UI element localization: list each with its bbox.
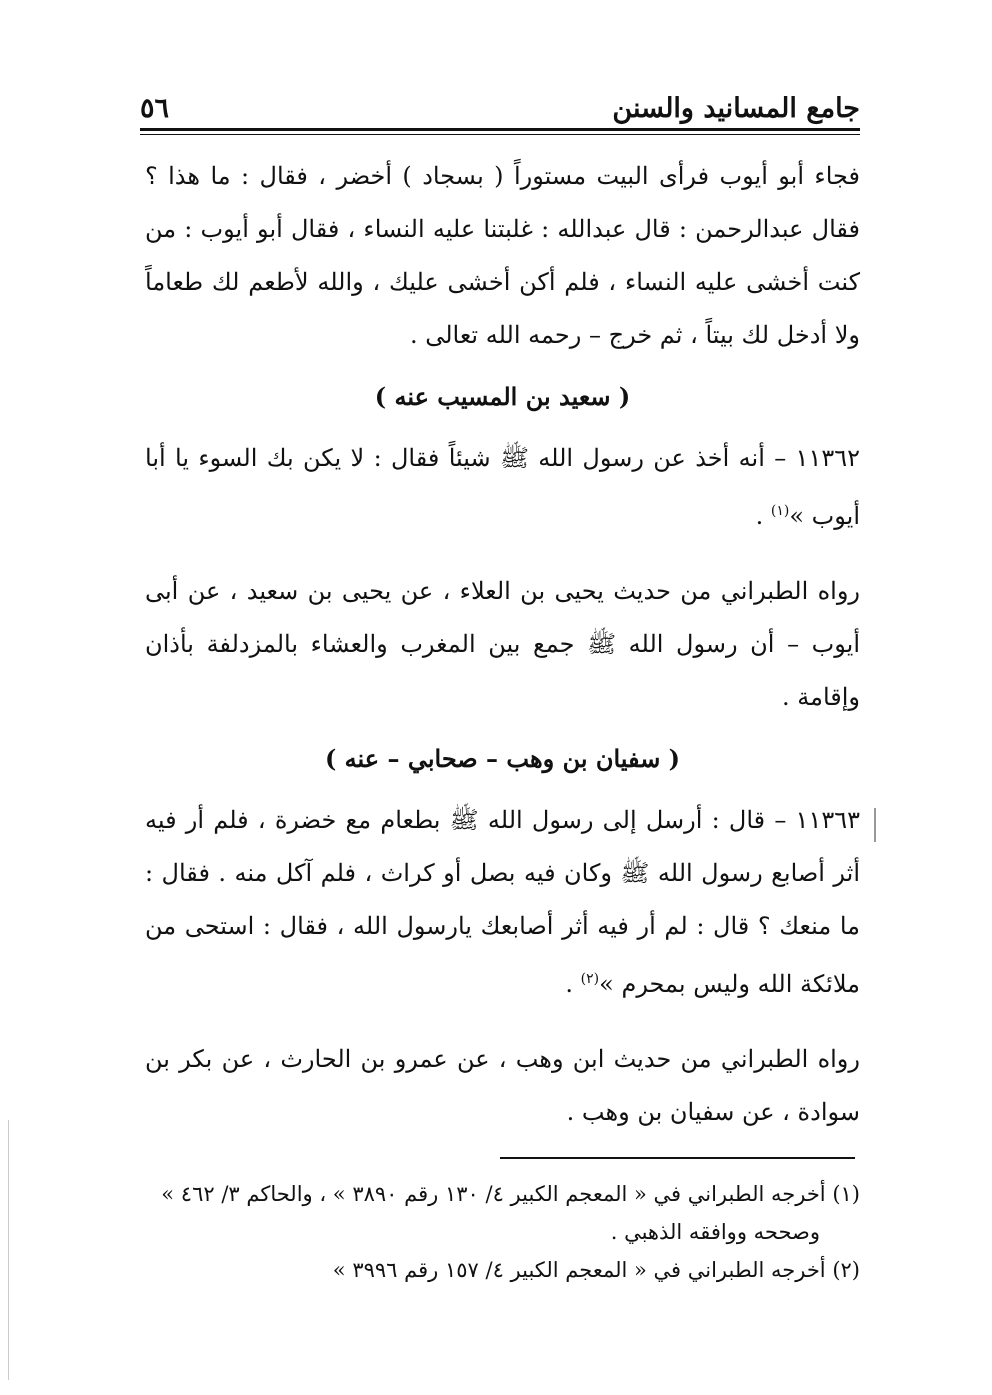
- hadith-11362-end: .: [755, 502, 771, 530]
- hadith-11363-end: .: [565, 970, 581, 998]
- hadith-11362-text: ١١٣٦٢ – أنه أخذ عن رسول الله ﷺ شيئاً فقال : لا يكن بك السوء يا أبا أيوب »: [145, 444, 860, 530]
- paragraph-riwaya-1: رواه الطبراني من حديث يحيى بن العلاء ، عن يحيى بن سعيد ، عن أبى أيوب – أن رسول الله ﷺ جمع بين المغرب والعشاء بالمزدلفة بأذان وإقامة .: [145, 577, 860, 711]
- book-title: جامع المسانيد والسنن: [612, 93, 860, 124]
- main-text: [145, 150, 860, 1139]
- section-heading-said: ( سعيد بن المسيب عنه ): [374, 382, 631, 411]
- footnote-2: (٢) أخرجه الطبراني في « المعجم الكبير ٤/ ١٥٧ رقم ٣٩٩٦ »: [332, 1258, 860, 1282]
- hadith-11362: [145, 432, 860, 543]
- scan-edge-mark: [8, 1120, 9, 1380]
- hadith-11363: [145, 794, 860, 1011]
- footnote-1: (١) أخرجه الطبراني في « المعجم الكبير ٤/ ١٣٠ رقم ٣٨٩٠ » ، والحاكم ٣/ ٤٦٢ »: [161, 1182, 860, 1206]
- footnote-separator: [500, 1157, 855, 1159]
- header-rule-thick: [140, 128, 860, 131]
- section-heading-sufyan: ( سفيان بن وهب – صحابي – عنه ): [324, 744, 681, 773]
- spacer: [145, 543, 860, 565]
- header-rule-thin: [140, 134, 860, 135]
- hadith-11363-text: ١١٣٦٣ – قال : أرسل إلى رسول الله ﷺ بطعام مع خضرة ، فلم أر فيه أثر أصابع رسول الله ﷺ وكان فيه بصل أو كراث ، فلم آكل منه . فقال : ما منعك ؟ قال : لم أر فيه أثر أصابعك يارسول الله ، فقال : استحى من ملائكة الله وليس بمحرم »: [145, 806, 860, 998]
- footnote-ref-1: (١): [770, 503, 790, 519]
- page-header: [140, 78, 860, 124]
- footnotes: [145, 1175, 860, 1289]
- paragraph-riwaya-2: رواه الطبراني من حديث ابن وهب ، عن عمرو بن الحارث ، عن بكر بن سوادة ، عن سفيان بن وهب .: [145, 1045, 860, 1126]
- footnote-ref-2: (٢): [580, 971, 600, 987]
- footnote-1-continued: وصححه ووافقه الذهبي .: [610, 1220, 820, 1244]
- margin-mark: [874, 808, 876, 842]
- paragraph-1: فجاء أبو أيوب فرأى البيت مستوراً ( بسجاد ) أخضر ، فقال : ما هذا ؟ فقال عبدالرحمن : قال عبدالله : غلبتنا عليه النساء ، فقال أبو أيوب : من كنت أخشى عليه النساء ، فلم أكن أخشى عليك ، والله لأطعم لك طعاماً ولا أدخل لك بيتاً ، ثم خرج – رحمه الله تعالى .: [145, 162, 860, 349]
- spacer: [145, 1011, 860, 1033]
- page-number: ٥٦: [140, 93, 170, 124]
